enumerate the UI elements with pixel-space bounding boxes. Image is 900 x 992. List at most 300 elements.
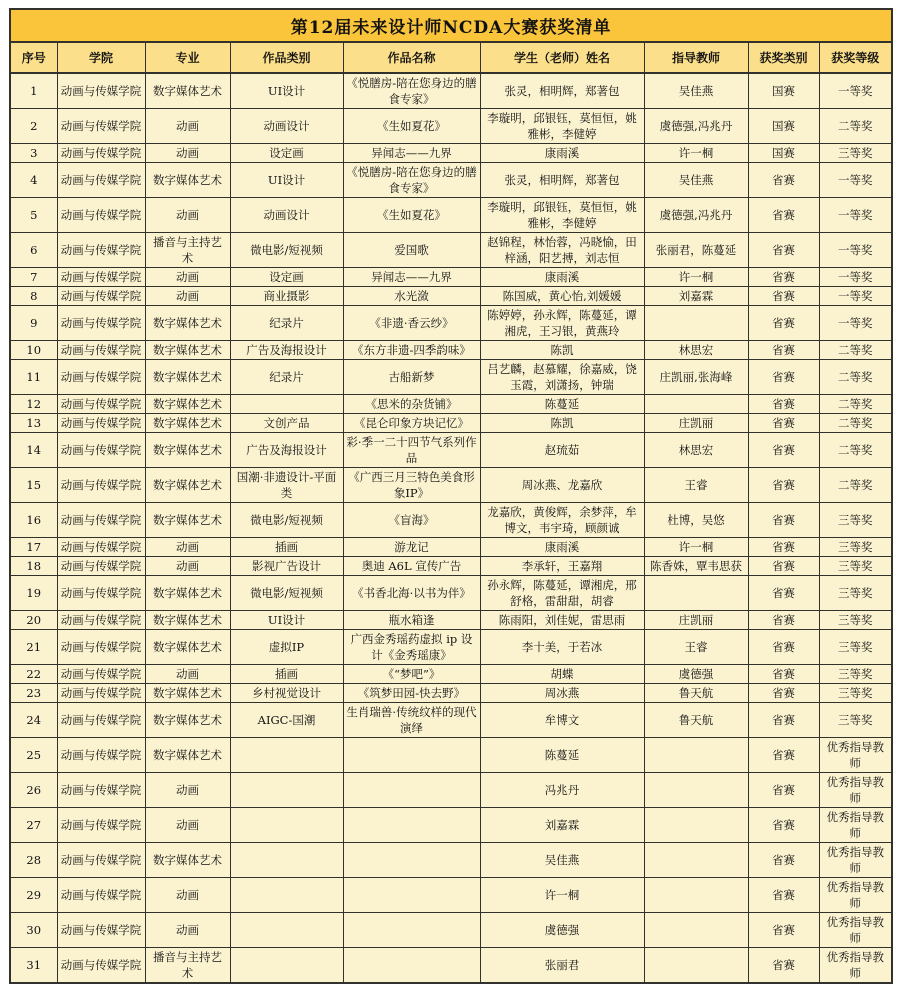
table-cell: 动画与传媒学院	[57, 341, 145, 360]
table-cell: 康雨溪	[480, 538, 644, 557]
table-row	[10, 773, 892, 808]
table-cell: 数字媒体艺术	[145, 414, 230, 433]
table-row	[10, 538, 892, 557]
table-cell: 13	[10, 414, 57, 433]
table-cell: 许一桐	[644, 268, 748, 287]
table-cell: 优秀指导教师	[819, 808, 892, 843]
table-cell	[644, 738, 748, 773]
table-cell: 省赛	[748, 503, 819, 538]
table-cell: 数字媒体艺术	[145, 306, 230, 341]
table-cell	[644, 306, 748, 341]
table-cell: 吕艺麟，赵慕耀，徐嘉威，饶玉霞，刘潇扬，钟瑞	[480, 360, 644, 395]
table-cell: 优秀指导教师	[819, 878, 892, 913]
title-row	[10, 9, 892, 42]
table-cell: 动画与传媒学院	[57, 843, 145, 878]
table-cell: 数字媒体艺术	[145, 703, 230, 738]
table-cell: 12	[10, 395, 57, 414]
table-cell: 三等奖	[819, 557, 892, 576]
table-cell: 省赛	[748, 557, 819, 576]
table-cell: 6	[10, 233, 57, 268]
table-cell: 省赛	[748, 268, 819, 287]
table-cell: 优秀指导教师	[819, 913, 892, 948]
table-cell: 张灵，相明辉，郑著包	[480, 73, 644, 109]
table-cell: 游龙记	[343, 538, 480, 557]
table-cell: 18	[10, 557, 57, 576]
table-cell: 动画与传媒学院	[57, 878, 145, 913]
table-row	[10, 503, 892, 538]
table-cell: 省赛	[748, 948, 819, 984]
table-cell: 张灵，相明辉，郑著包	[480, 163, 644, 198]
table-cell: 《悦膳房-陪在您身边的膳食专家》	[343, 163, 480, 198]
table-cell: 动画与传媒学院	[57, 611, 145, 630]
table-cell: 三等奖	[819, 703, 892, 738]
table-cell: 优秀指导教师	[819, 948, 892, 984]
table-cell	[230, 808, 343, 843]
table-cell: AIGC-国潮	[230, 703, 343, 738]
table-cell: 《思米的杂货铺》	[343, 395, 480, 414]
table-cell: 动画与传媒学院	[57, 433, 145, 468]
table-cell: 陈蔓延	[480, 738, 644, 773]
table-cell: 27	[10, 808, 57, 843]
table-cell: 省赛	[748, 433, 819, 468]
table-cell: 国潮·非遗设计-平面类	[230, 468, 343, 503]
table-cell: 一等奖	[819, 73, 892, 109]
table-row	[10, 703, 892, 738]
table-cell: 动画与传媒学院	[57, 913, 145, 948]
table-cell: 二等奖	[819, 468, 892, 503]
table-cell: 省赛	[748, 665, 819, 684]
table-row	[10, 913, 892, 948]
table-cell: 省赛	[748, 538, 819, 557]
table-cell	[644, 576, 748, 611]
table-cell: 省赛	[748, 630, 819, 665]
table-cell: 冯兆丹	[480, 773, 644, 808]
table-cell: 陈凯	[480, 341, 644, 360]
table-cell: 优秀指导教师	[819, 738, 892, 773]
table-cell: 胡蝶	[480, 665, 644, 684]
table-cell: 省赛	[748, 198, 819, 233]
table-cell: 动画与传媒学院	[57, 360, 145, 395]
table-cell: 二等奖	[819, 341, 892, 360]
table-row	[10, 684, 892, 703]
table-cell: 三等奖	[819, 503, 892, 538]
table-cell: 康雨溪	[480, 144, 644, 163]
table-cell: 三等奖	[819, 576, 892, 611]
table-cell: 陈香姝，覃韦思获	[644, 557, 748, 576]
table-cell: 动画	[145, 109, 230, 144]
table-cell: 省赛	[748, 414, 819, 433]
table-row	[10, 287, 892, 306]
column-header: 序号	[10, 42, 57, 73]
table-cell: 9	[10, 306, 57, 341]
table-row	[10, 233, 892, 268]
table-cell: 动画与传媒学院	[57, 109, 145, 144]
table-row	[10, 665, 892, 684]
table-row	[10, 341, 892, 360]
table-cell: 林思宏	[644, 341, 748, 360]
table-cell: 《昆仑印象方块记忆》	[343, 414, 480, 433]
table-row	[10, 144, 892, 163]
column-header: 作品名称	[343, 42, 480, 73]
table-cell: 孙永辉，陈蔓延，谭湘虎，邢舒格，雷甜甜，胡睿	[480, 576, 644, 611]
table-cell: 动画与传媒学院	[57, 948, 145, 984]
table-cell: 赵锦程，林怡蓉，冯晓愉，田梓涵，阳艺搏，刘志恒	[480, 233, 644, 268]
table-cell: 李璇明，邱银钰，莫恒恒，姚雅彬，李健婷	[480, 198, 644, 233]
table-cell	[230, 878, 343, 913]
table-cell: 李十美，于若冰	[480, 630, 644, 665]
table-row	[10, 306, 892, 341]
table-cell: 赵琉茹	[480, 433, 644, 468]
table-cell: 二等奖	[819, 414, 892, 433]
table-cell: 康雨溪	[480, 268, 644, 287]
table-cell: 25	[10, 738, 57, 773]
table-cell: 刘嘉霖	[480, 808, 644, 843]
table-cell: 三等奖	[819, 684, 892, 703]
table-cell: 动画与传媒学院	[57, 73, 145, 109]
table-cell: 数字媒体艺术	[145, 611, 230, 630]
table-cell: 动画与传媒学院	[57, 557, 145, 576]
table-cell: 省赛	[748, 233, 819, 268]
awards-table	[9, 8, 893, 984]
table-cell: 动画	[145, 878, 230, 913]
table-cell: 《生如夏花》	[343, 109, 480, 144]
table-cell: 许一桐	[644, 144, 748, 163]
table-cell: 插画	[230, 538, 343, 557]
table-cell: 微电影/短视频	[230, 576, 343, 611]
table-cell: 动画与传媒学院	[57, 468, 145, 503]
table-cell: 《广西三月三特色美食形象IP》	[343, 468, 480, 503]
table-cell: 3	[10, 144, 57, 163]
table-cell: 《悦膳房-陪在您身边的膳食专家》	[343, 73, 480, 109]
table-cell: 文创产品	[230, 414, 343, 433]
table-cell	[644, 878, 748, 913]
table-cell	[644, 948, 748, 984]
table-cell	[230, 738, 343, 773]
table-cell: 动画与传媒学院	[57, 538, 145, 557]
table-cell: 王睿	[644, 468, 748, 503]
table-cell	[230, 913, 343, 948]
table-cell	[343, 808, 480, 843]
table-cell: 省赛	[748, 738, 819, 773]
table-cell: 李璇明，邱银钰，莫恒恒，姚雅彬，李健婷	[480, 109, 644, 144]
table-cell: 5	[10, 198, 57, 233]
table-cell: 省赛	[748, 703, 819, 738]
table-cell: 动画	[145, 773, 230, 808]
table-cell: 杜博，吴悠	[644, 503, 748, 538]
table-row	[10, 630, 892, 665]
table-cell: 动画与传媒学院	[57, 287, 145, 306]
table-row	[10, 878, 892, 913]
table-cell: 二等奖	[819, 433, 892, 468]
table-cell: 动画与传媒学院	[57, 738, 145, 773]
table-row	[10, 843, 892, 878]
column-header: 专业	[145, 42, 230, 73]
column-header: 获奖等级	[819, 42, 892, 73]
table-cell: 11	[10, 360, 57, 395]
table-row	[10, 468, 892, 503]
table-cell: 数字媒体艺术	[145, 395, 230, 414]
table-cell: 省赛	[748, 913, 819, 948]
header-row	[10, 42, 892, 73]
table-cell: 龙嘉欣，黄俊辉，余梦萍，牟博文，韦宇琦，顾颜诚	[480, 503, 644, 538]
table-cell: 纪录片	[230, 360, 343, 395]
table-cell: 《“梦吧”》	[343, 665, 480, 684]
table-cell: 许一桐	[480, 878, 644, 913]
table-cell: 31	[10, 948, 57, 984]
table-cell: 三等奖	[819, 611, 892, 630]
table-cell: 10	[10, 341, 57, 360]
table-cell: 二等奖	[819, 109, 892, 144]
table-cell: 三等奖	[819, 144, 892, 163]
table-cell	[343, 843, 480, 878]
table-cell: 周冰燕	[480, 684, 644, 703]
table-cell	[343, 948, 480, 984]
table-cell: 庄凯丽	[644, 611, 748, 630]
table-cell: 许一桐	[644, 538, 748, 557]
table-cell	[644, 843, 748, 878]
table-cell: 数字媒体艺术	[145, 360, 230, 395]
table-cell: 《东方非遗-四季韵味》	[343, 341, 480, 360]
table-cell: 设定画	[230, 144, 343, 163]
table-cell: 省赛	[748, 773, 819, 808]
table-row	[10, 414, 892, 433]
table-cell: 乡村视觉设计	[230, 684, 343, 703]
table-cell: 吴佳燕	[644, 163, 748, 198]
table-cell: 陈国威，黄心怡,刘媛媛	[480, 287, 644, 306]
table-row	[10, 576, 892, 611]
table-cell: 动画与传媒学院	[57, 306, 145, 341]
table-cell: 数字媒体艺术	[145, 576, 230, 611]
column-header: 指导教师	[644, 42, 748, 73]
table-cell: 插画	[230, 665, 343, 684]
table-cell: 省赛	[748, 341, 819, 360]
table-cell: 张丽君，陈蔓延	[644, 233, 748, 268]
table-cell: 2	[10, 109, 57, 144]
table-cell: 微电影/短视频	[230, 233, 343, 268]
table-cell: 动画与传媒学院	[57, 268, 145, 287]
table-cell: 省赛	[748, 684, 819, 703]
table-cell: 商业摄影	[230, 287, 343, 306]
table-cell: 微电影/短视频	[230, 503, 343, 538]
table-cell: 30	[10, 913, 57, 948]
table-cell: 《书香北海·以书为伴》	[343, 576, 480, 611]
table-cell: 生肖瑞兽·传统纹样的现代演绎	[343, 703, 480, 738]
table-cell: 庄凯丽,张海峰	[644, 360, 748, 395]
table-cell: 数字媒体艺术	[145, 433, 230, 468]
table-cell: 爱国歌	[343, 233, 480, 268]
table-cell: 数字媒体艺术	[145, 843, 230, 878]
table-cell: 21	[10, 630, 57, 665]
table-cell: 动画	[145, 287, 230, 306]
column-header: 学院	[57, 42, 145, 73]
table-cell	[343, 913, 480, 948]
table-cell: 国赛	[748, 144, 819, 163]
table-cell: 《非遗·香云纱》	[343, 306, 480, 341]
table-cell: 张丽君	[480, 948, 644, 984]
table-cell: 一等奖	[819, 198, 892, 233]
table-cell: 一等奖	[819, 268, 892, 287]
table-cell: 省赛	[748, 468, 819, 503]
table-cell: 动画	[145, 144, 230, 163]
table-cell: 动画与传媒学院	[57, 808, 145, 843]
table-cell: 二等奖	[819, 360, 892, 395]
table-cell: 一等奖	[819, 233, 892, 268]
table-cell: 动画与传媒学院	[57, 198, 145, 233]
table-cell: 动画与传媒学院	[57, 233, 145, 268]
table-cell: 周冰燕、龙嘉欣	[480, 468, 644, 503]
table-cell: 16	[10, 503, 57, 538]
table-cell: 虞德强,冯兆丹	[644, 109, 748, 144]
table-cell: 古船新梦	[343, 360, 480, 395]
table-row	[10, 109, 892, 144]
table-cell: 广告及海报设计	[230, 433, 343, 468]
table-cell: 动画与传媒学院	[57, 414, 145, 433]
table-row	[10, 395, 892, 414]
table-cell: 刘嘉霖	[644, 287, 748, 306]
column-header: 学生（老师）姓名	[480, 42, 644, 73]
table-row	[10, 268, 892, 287]
table-cell: 一等奖	[819, 163, 892, 198]
table-cell: 国赛	[748, 109, 819, 144]
table-cell: 影视广告设计	[230, 557, 343, 576]
table-cell: 省赛	[748, 287, 819, 306]
table-cell: 牟博文	[480, 703, 644, 738]
column-header: 获奖类别	[748, 42, 819, 73]
table-cell	[343, 738, 480, 773]
table-cell: 陈雨阳，刘佳妮，雷思雨	[480, 611, 644, 630]
table-cell: 动画	[145, 557, 230, 576]
table-cell: 动画与传媒学院	[57, 773, 145, 808]
table-cell: 播音与主持艺术	[145, 948, 230, 984]
table-row	[10, 360, 892, 395]
table-cell: 动画设计	[230, 198, 343, 233]
page-title: 第12届未来设计师NCDA大赛获奖清单	[10, 9, 892, 42]
table-cell	[343, 773, 480, 808]
table-cell: 虞德强	[480, 913, 644, 948]
table-cell: 动画	[145, 665, 230, 684]
table-cell: 动画与传媒学院	[57, 630, 145, 665]
table-cell: 省赛	[748, 306, 819, 341]
table-row	[10, 163, 892, 198]
table-cell	[644, 913, 748, 948]
table-cell: 优秀指导教师	[819, 773, 892, 808]
table-cell: UI设计	[230, 611, 343, 630]
table-cell: 数字媒体艺术	[145, 630, 230, 665]
table-cell: 数字媒体艺术	[145, 738, 230, 773]
table-cell: 省赛	[748, 878, 819, 913]
table-cell: 动画	[145, 268, 230, 287]
table-cell: 林思宏	[644, 433, 748, 468]
table-cell: 异闻志——九界	[343, 144, 480, 163]
table-cell: 设定画	[230, 268, 343, 287]
table-cell: 《生如夏花》	[343, 198, 480, 233]
table-cell: UI设计	[230, 73, 343, 109]
table-cell: 23	[10, 684, 57, 703]
table-cell: 吴佳燕	[644, 73, 748, 109]
table-cell: 14	[10, 433, 57, 468]
table-cell: 数字媒体艺术	[145, 341, 230, 360]
table-cell: 三等奖	[819, 665, 892, 684]
table-cell: 鲁天航	[644, 703, 748, 738]
table-cell: 4	[10, 163, 57, 198]
table-row	[10, 73, 892, 109]
table-cell	[644, 808, 748, 843]
table-cell: 虞德强,冯兆丹	[644, 198, 748, 233]
table-cell: 数字媒体艺术	[145, 163, 230, 198]
table-cell: 广西金秀瑶药虚拟 ip 设计《金秀瑶康》	[343, 630, 480, 665]
table-cell: 省赛	[748, 843, 819, 878]
table-row	[10, 611, 892, 630]
table-cell: UI设计	[230, 163, 343, 198]
table-cell: 纪录片	[230, 306, 343, 341]
table-cell: 庄凯丽	[644, 414, 748, 433]
table-cell: 省赛	[748, 611, 819, 630]
table-cell	[230, 843, 343, 878]
table-cell: 15	[10, 468, 57, 503]
table-cell: 吴佳燕	[480, 843, 644, 878]
table-cell: 19	[10, 576, 57, 611]
table-cell	[644, 773, 748, 808]
table-cell: 一等奖	[819, 306, 892, 341]
table-cell: 国赛	[748, 73, 819, 109]
table-cell: 播音与主持艺术	[145, 233, 230, 268]
table-cell: 陈凯	[480, 414, 644, 433]
table-cell	[230, 948, 343, 984]
table-cell: 虚拟IP	[230, 630, 343, 665]
table-cell: 水光潋	[343, 287, 480, 306]
table-cell: 广告及海报设计	[230, 341, 343, 360]
table-cell: 省赛	[748, 395, 819, 414]
table-cell: 虞德强	[644, 665, 748, 684]
table-cell: 29	[10, 878, 57, 913]
table-cell: 省赛	[748, 576, 819, 611]
table-cell: 一等奖	[819, 287, 892, 306]
table-cell: 三等奖	[819, 538, 892, 557]
table-cell: 三等奖	[819, 630, 892, 665]
table-cell: 省赛	[748, 163, 819, 198]
table-cell: 动画	[145, 198, 230, 233]
table-cell: 陈蔓延	[480, 395, 644, 414]
table-cell: 二等奖	[819, 395, 892, 414]
table-cell: 20	[10, 611, 57, 630]
table-cell: 数字媒体艺术	[145, 468, 230, 503]
table-cell	[230, 773, 343, 808]
table-row	[10, 198, 892, 233]
table-cell	[230, 395, 343, 414]
table-cell	[343, 878, 480, 913]
table-cell: 17	[10, 538, 57, 557]
table-cell: 动画与传媒学院	[57, 144, 145, 163]
table-cell: 动画与传媒学院	[57, 395, 145, 414]
table-cell: 数字媒体艺术	[145, 73, 230, 109]
table-row	[10, 948, 892, 984]
table-row	[10, 557, 892, 576]
table-cell: 陈婷婷，孙永辉，陈蔓延，谭湘虎，王习银，黄燕玲	[480, 306, 644, 341]
table-row	[10, 433, 892, 468]
table-cell: 7	[10, 268, 57, 287]
table-cell: 鲁天航	[644, 684, 748, 703]
table-body	[10, 73, 892, 983]
table-cell: 8	[10, 287, 57, 306]
table-cell: 动画与传媒学院	[57, 703, 145, 738]
table-cell: 动画与传媒学院	[57, 684, 145, 703]
table-cell: 22	[10, 665, 57, 684]
table-cell: 彩·季一二十四节气系列作品	[343, 433, 480, 468]
table-cell: 《筑梦田园-快去野》	[343, 684, 480, 703]
table-cell: 数字媒体艺术	[145, 684, 230, 703]
table-cell: 动画与传媒学院	[57, 503, 145, 538]
table-cell: 数字媒体艺术	[145, 503, 230, 538]
